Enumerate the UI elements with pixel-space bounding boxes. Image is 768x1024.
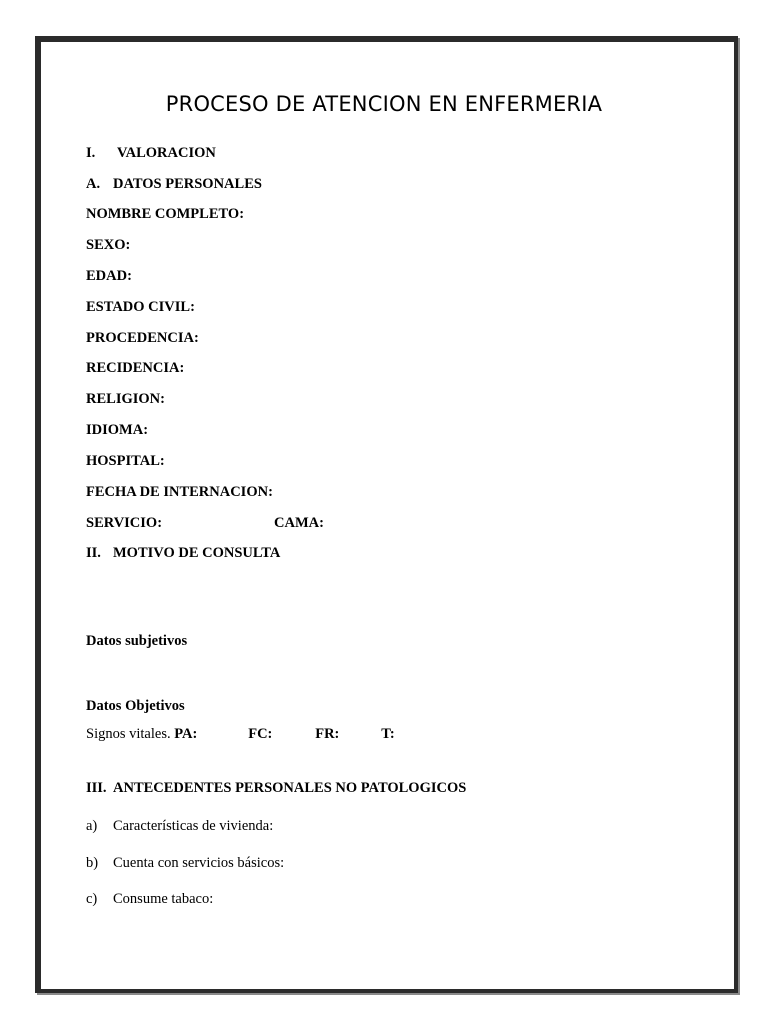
section-antecedentes [86,780,466,797]
list-item-label: Consume tabaco: [113,891,214,907]
section-number: III. [86,780,107,796]
section-motivo-consulta [86,545,280,562]
list-item-marker: b) [86,855,99,871]
field-procedencia: PROCEDENCIA: [86,330,199,346]
field-fecha-internacion: FECHA DE INTERNACION: [86,484,273,500]
field-religion: RELIGION: [86,391,165,407]
subsection-datos-personales [86,176,262,193]
list-item-label: Cuenta con servicios básicos: [113,855,285,871]
field-sexo: SEXO: [86,237,131,253]
document-title: PROCESO DE ATENCION EN ENFERMERIA [165,92,603,116]
field-servicio-row [86,515,324,532]
list-item [86,891,213,908]
list-item-label: Características de vivienda: [113,818,274,834]
section-number: I. [86,145,96,161]
field-nombre: NOMBRE COMPLETO: [86,206,245,222]
list-item [86,855,284,872]
signos-vitales-row [86,726,395,743]
field-recidencia: RECIDENCIA: [86,360,185,376]
field-cama: CAMA: [274,515,324,531]
datos-subjetivos: Datos subjetivos [86,633,188,649]
field-estado-civil: ESTADO CIVIL: [86,299,195,315]
section-label: ANTECEDENTES PERSONALES NO PATOLOGICOS [113,780,467,796]
section-valoracion [86,145,216,162]
signos-vitales-label: Signos vitales. [86,726,171,742]
signo-pa: PA: [174,726,198,742]
signo-t: T: [381,726,395,742]
signo-fr: FR: [315,726,340,742]
list-item-marker: a) [86,818,98,834]
list-item [86,818,273,835]
list-item-marker: c) [86,891,98,907]
section-number: II. [86,545,101,561]
field-hospital: HOSPITAL: [86,453,165,469]
subsection-label: DATOS PERSONALES [113,176,262,192]
field-servicio: SERVICIO: [86,515,163,531]
subsection-number: A. [86,176,101,192]
field-idioma: IDIOMA: [86,422,149,438]
section-label: VALORACION [117,145,216,161]
datos-objetivos: Datos Objetivos [86,698,185,714]
signo-fc: FC: [248,726,273,742]
field-edad: EDAD: [86,268,132,284]
section-label: MOTIVO DE CONSULTA [113,545,281,561]
